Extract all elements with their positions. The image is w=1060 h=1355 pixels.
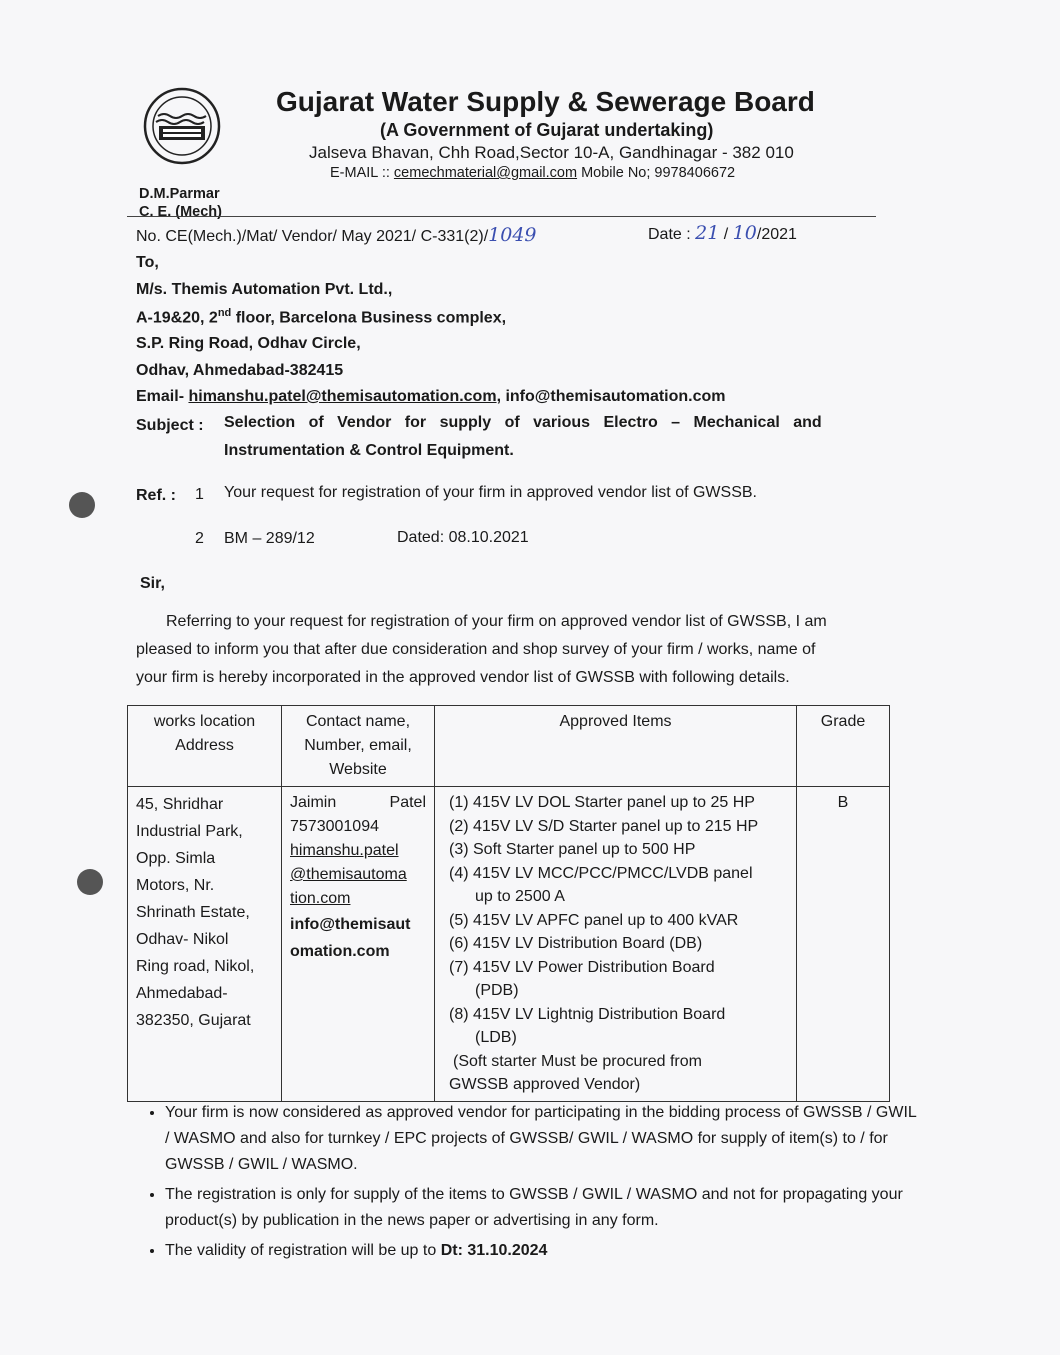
subject-line-2: Instrumentation & Control Equipment. — [224, 442, 514, 459]
recipient-email-link[interactable]: himanshu.patel@themisautomation.com — [188, 388, 497, 405]
date-month: 10 — [732, 222, 757, 244]
letter-date: Date : 21 / 10/2021 — [648, 222, 797, 244]
date-day: 21 — [695, 222, 720, 244]
reference-number-text: No. CE(Mech.)/Mat/ Vendor/ May 2021/ C-331(2)/ — [136, 228, 489, 245]
ref-1-text: Your request for registration of your firm in approved vendor list of GWSSB. — [224, 484, 757, 501]
contact-email-link[interactable]: himanshu.patel @themisautoma tion.com — [290, 842, 407, 907]
to-label: To, — [136, 254, 159, 271]
body-line-1: Referring to your request for registration of your firm on approved vendor list of GWSSB, I am — [166, 613, 827, 630]
org-address: Jalseva Bhavan, Chh Road,Sector 10-A, Gandhinagar - 382 010 — [309, 143, 794, 162]
punch-hole — [77, 869, 103, 895]
cell-contact: Jaimin Patel 7573001094 himanshu.patel @themisautoma tion.com info@themisaut omation.com — [282, 787, 435, 1102]
subject-label: Subject : — [136, 417, 204, 434]
body-line-2: pleased to inform you that after due consideration and shop survey of your firm / works, name of — [136, 641, 816, 658]
condition-item: • Your firm is now considered as approved vendor for participating in the bidding process of GWSSB / GWIL / WASMO and also for turnkey / EPC projects of GWSSB/ GWIL / WASMO for supply of item(s) to / for GWSSB / GWIL / WASMO. — [165, 1100, 925, 1178]
org-email-link[interactable]: cemechmaterial@gmail.com — [393, 165, 578, 181]
recipient-address-2: S.P. Ring Road, Odhav Circle, — [136, 335, 361, 352]
validity-item: • The validity of registration will be up to Dt: 31.10.2024 — [165, 1238, 925, 1264]
header-grade: Grade — [797, 706, 890, 787]
vendor-details-table — [127, 705, 890, 1102]
body-line-3: your firm is hereby incorporated in the approved vendor list of GWSSB with following details. — [136, 669, 790, 686]
ref-2-num: 2 — [195, 530, 204, 547]
header-contact: Contact name, Number, email, Website — [282, 706, 435, 787]
salutation: Sir, — [140, 575, 165, 592]
recipient-address-1: A-19&20, 2nd floor, Barcelona Business complex, — [136, 307, 507, 327]
ref-1-num: 1 — [195, 486, 204, 503]
cell-approved-items: (1) 415V LV DOL Starter panel up to 25 HP (2) 415V LV S/D Starter panel up to 215 HP (3) Soft Starter panel up to 500 HP (4) 415V LV MCC/PCC/PMCC/LVDB panel up to 2500 A (5) 415V LV APFC panel up to 400 kVAR (6) 415V LV Distribution Board (DB) (7) 415V LV Power Distribution Board (PDB) (8) 415V LV Lightnig Distribution Board (LDB) (Soft starter Must be procured from GWSSB approved Vendor) — [435, 787, 797, 1102]
cell-grade: B — [797, 787, 890, 1102]
email-label: E-MAIL :: — [330, 165, 390, 181]
org-title: Gujarat Water Supply & Sewerage Board — [276, 86, 815, 117]
org-contact — [330, 165, 735, 181]
recipient-address-3: Odhav, Ahmedabad-382415 — [136, 362, 344, 379]
org-subtitle: (A Government of Gujarat undertaking) — [380, 120, 714, 140]
header-divider — [127, 216, 876, 217]
punch-hole — [69, 492, 95, 518]
recipient-email: Email- himanshu.patel@themisautomation.com, info@themisautomation.com — [136, 388, 726, 405]
officer-name: D.M.Parmar — [139, 186, 220, 202]
ref-2-dated: Dated: 08.10.2021 — [397, 529, 529, 546]
org-mobile: Mobile No; 9978406672 — [581, 165, 736, 181]
date-year: 2021 — [761, 226, 797, 243]
conditions-list — [137, 1100, 925, 1268]
ref-2-text: BM – 289/12 — [224, 530, 315, 547]
subject-line-1: Selection of Vendor for supply of various Electro – Mechanical and — [224, 414, 822, 431]
gwssb-logo — [142, 86, 222, 166]
table-row — [128, 787, 890, 1102]
ref-label: Ref. : — [136, 487, 176, 504]
table-header-row — [128, 706, 890, 787]
reference-number — [136, 224, 537, 246]
cell-address: 45, Shridhar Industrial Park, Opp. Simla Motors, Nr. Shrinath Estate, Odhav- Nikol Ring road, Nikol, Ahmedabad- 382350, Gujarat — [128, 787, 282, 1102]
header-items: Approved Items — [435, 706, 797, 787]
handwritten-number: 1049 — [488, 224, 537, 246]
recipient-name: M/s. Themis Automation Pvt. Ltd., — [136, 281, 393, 298]
date-label: Date : — [648, 226, 691, 243]
officer-title: C. E. (Mech) — [139, 204, 222, 220]
contact-phone: 7573001094 — [290, 818, 379, 835]
header-location: works location Address — [128, 706, 282, 787]
contact-website: info@themisaut omation.com — [290, 916, 411, 960]
condition-item: • The registration is only for supply of the items to GWSSB / GWIL / WASMO and not for propagating your product(s) by publication in the news paper or advertising in any form. — [165, 1182, 925, 1234]
